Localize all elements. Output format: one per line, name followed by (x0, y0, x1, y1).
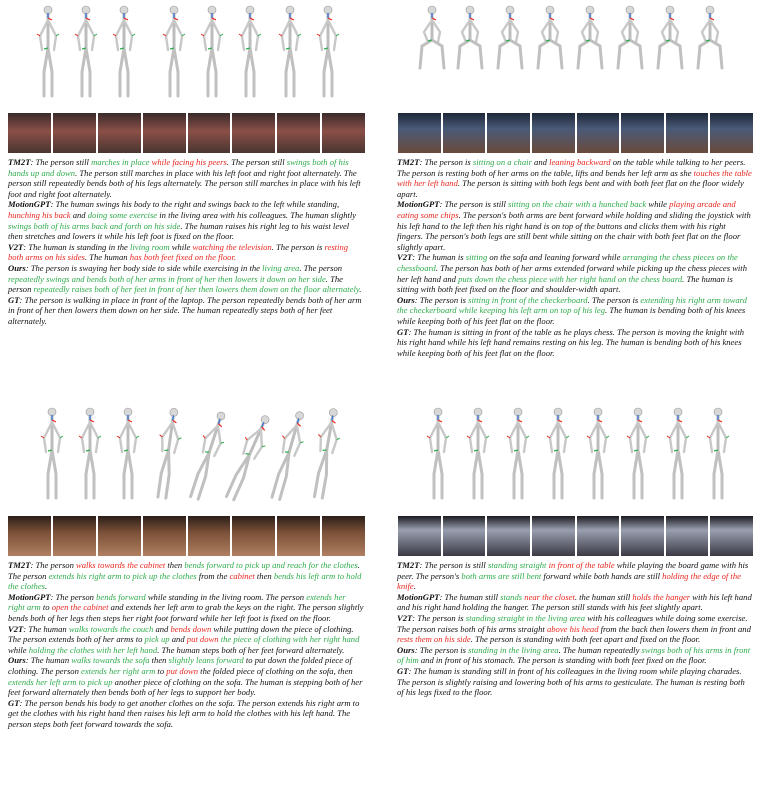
caption-segment: : The person is still (419, 560, 488, 570)
skeleton-figure (618, 6, 642, 68)
caption-segment: extends her right arm (8, 591, 346, 613)
caption-paragraph (8, 157, 364, 199)
skeleton-sequence (398, 2, 748, 82)
caption-paragraph (397, 613, 753, 645)
caption-segment: open the cabinet (51, 602, 109, 613)
caption-segment: then (165, 560, 185, 570)
caption-segment: while (169, 241, 193, 252)
skeleton-figure (667, 408, 689, 498)
caption-segment: both arms are still bent (461, 570, 542, 581)
caption-paragraph (397, 327, 753, 359)
skeleton-figure (467, 408, 489, 498)
skeleton-sequence-svg (18, 402, 353, 508)
video-frame (577, 113, 620, 153)
caption-segment: . The human repeatedly (558, 644, 642, 655)
caption-segment: holds the hanger (632, 591, 691, 602)
skeleton-sequence-svg (398, 2, 748, 82)
caption-segment: . The human raises his right leg to his waist level then stretches and lowers it while his left foot is fixed on the floor. (8, 220, 350, 242)
caption-segment: while putting down the piece of clothing. The person extends both of her arms to (8, 623, 354, 645)
video-frame (443, 516, 486, 556)
caption-segment: the folded piece of clothing on the sofa, then (198, 665, 353, 676)
caption-segment: then (254, 570, 274, 581)
caption-segment: touches the table with her left hand (397, 167, 752, 189)
video-frames (8, 516, 365, 556)
skeleton-sequence (398, 402, 748, 508)
caption-segment: living room (130, 241, 170, 252)
video-frame (188, 516, 231, 556)
caption-segment: . (413, 581, 416, 592)
caption-segment: in front of the table (548, 560, 615, 570)
skeleton-sequence-svg (398, 402, 748, 508)
caption-segment: : The person (30, 560, 77, 570)
caption-segment: . (45, 581, 48, 592)
caption-segment: extends his right arm to pick up the clothes (48, 570, 197, 581)
caption-segment: : The person is still (439, 199, 509, 210)
caption-segment: living area (262, 262, 300, 273)
caption-segment: . The human is bending both of his knees while keeping both of his feet flat on the floor. (397, 305, 746, 326)
caption-paragraph (8, 242, 364, 263)
caption-segment: marches in place (91, 157, 150, 167)
caption-paragraph (397, 666, 753, 698)
caption-paragraph (8, 655, 364, 697)
caption-segment: doing some exercise (87, 209, 158, 220)
skeleton-figure (547, 408, 569, 498)
caption-segment: extends her right arm (81, 665, 156, 676)
caption-paragraph (397, 560, 753, 592)
caption-paragraph (8, 698, 364, 730)
skeleton-figure (308, 407, 345, 499)
skeleton-figure (220, 412, 277, 503)
caption-segment: bends down (170, 623, 212, 634)
method-label: TM2T (8, 560, 31, 570)
caption-segment: repeatedly swings and bends both of her arms in front of her then lowers it down on her side (8, 273, 326, 284)
skeleton-figure (279, 6, 301, 96)
caption-paragraph (397, 592, 753, 613)
caption-segment: repeatedly raises both of her feet in front of her then lowers them down on the floor alternately (33, 284, 360, 295)
caption-segment: with his left hand and his right hand holding the hanger. The person still stands with his feet slightly apart. (397, 591, 752, 613)
caption-segment: swings both of his arms in front of him (397, 644, 751, 666)
caption-segment: : The human (23, 623, 69, 634)
caption-paragraph (8, 560, 364, 592)
video-frames (8, 113, 365, 153)
caption-segment: above his head (546, 623, 599, 634)
skeleton-figure (698, 6, 722, 68)
skeleton-figure (117, 408, 139, 498)
video-frame (532, 113, 575, 153)
method-label: V2T (397, 612, 413, 623)
caption-segment: forward while both hands are still (541, 570, 663, 581)
method-label: MotionGPT (397, 199, 440, 210)
caption-segment: from the (196, 570, 230, 581)
skeleton-figure (151, 407, 185, 499)
skeleton-figure (239, 6, 261, 96)
video-frame (398, 516, 441, 556)
caption-segment: while (8, 644, 29, 655)
skeleton-figure (627, 408, 649, 498)
caption-block (8, 560, 364, 730)
caption-segment: sitting on a chair (472, 157, 532, 167)
caption-segment: standing straight (487, 560, 547, 570)
skeleton-figure (420, 6, 444, 68)
caption-segment: . The person is (587, 294, 641, 305)
caption-segment: : The person is walking in place in front of the laptop. The person repeatedly bends both of her arm in front of her then lowers them down on her side. The human repeatedly steps both of her feet alternately. (8, 294, 362, 326)
caption-segment: . the human still (574, 591, 633, 602)
caption-paragraph (8, 295, 364, 327)
caption-segment: : The person still (30, 157, 92, 167)
caption-segment: swings both of his hands up and down (8, 157, 349, 178)
caption-segment: : The person is (412, 612, 466, 623)
caption-segment: to (155, 665, 167, 676)
caption-segment: : The person is (419, 157, 473, 167)
caption-segment: sitting in front of the checkerboard (468, 294, 588, 305)
method-label: TM2T (397, 157, 420, 167)
caption-paragraph (397, 157, 753, 199)
caption-segment: from the back then lowers them in front and (598, 623, 751, 634)
caption-segment: in the living area with his colleagues. The human slightly (157, 209, 357, 220)
method-label: MotionGPT (8, 199, 51, 210)
caption-segment: near the closet (524, 591, 575, 602)
caption-segment: while standing in the living room. The person (145, 591, 307, 602)
caption-segment: swings both of his arms back and forth on his side (8, 220, 181, 231)
caption-block (8, 157, 364, 327)
caption-segment: : The person bends his body to get another clothes on the sofa. The person extends his right arm to get the clothes with his right hand then raises his left arm to hold the clothes with his left hand. The person steps both feet forward towards the sofa. (8, 697, 360, 729)
video-frame (487, 516, 530, 556)
skeleton-figure (163, 6, 185, 96)
video-frame (577, 516, 620, 556)
caption-paragraph (8, 263, 364, 295)
skeleton-figure (75, 6, 97, 96)
method-label: MotionGPT (397, 591, 440, 602)
caption-segment: extending his right arm toward the checkerboard while keeping his left arm on top of his leg (397, 294, 747, 316)
caption-segment: leaning backward (549, 157, 611, 167)
video-frame (143, 516, 186, 556)
caption-paragraph (397, 645, 753, 666)
video-frame (188, 113, 231, 153)
caption-segment: put down (186, 634, 219, 645)
skeleton-sequence (18, 2, 348, 102)
skeleton-figure (265, 409, 311, 502)
caption-segment: another piece of clothing on the sofa. The human is stepping both of her feet forward alternately then bends both of her legs to support her body. (8, 676, 363, 698)
caption-segment: : The human is (412, 252, 466, 263)
caption-segment: : The person is (414, 294, 469, 305)
method-label: GT (397, 326, 409, 337)
caption-segment: : The human is standing still in front of his colleagues in the living room while playing charades. The person is slightly raising and lowering both of his arms to gesticulate. The human is resting both of his legs fixed to the floor. (397, 665, 745, 698)
caption-segment: cabinet (229, 570, 255, 581)
method-label: TM2T (397, 560, 420, 570)
method-label: TM2T (8, 157, 31, 167)
caption-segment: and in front of his stomach. The person is standing with both feet fixed on the floor. (418, 655, 707, 666)
caption-paragraph (397, 252, 753, 294)
caption-segment: resting both arms on his sides (8, 241, 349, 263)
caption-segment: : The person is swaying her body side to side while exercising in the (25, 262, 263, 273)
caption-segment: . The person is standing with both feet apart and fixed on the floor. (470, 634, 701, 645)
skeleton-figure (41, 408, 63, 498)
caption-segment: . The person still marches in place with his left foot and right foot alternately. The person still repeatedly bends both of his legs alternately. The person still marches in place with his left foot and right foot alternately. (8, 167, 361, 199)
video-frame (621, 516, 664, 556)
caption-segment: and (70, 209, 88, 220)
method-label: Ours (8, 262, 26, 273)
caption-segment: watching the television (192, 241, 272, 252)
video-frame (277, 516, 320, 556)
caption-segment: : The human still (439, 591, 501, 602)
caption-block (397, 157, 753, 358)
video-frame (710, 516, 753, 556)
video-frame (666, 516, 709, 556)
video-frame (322, 516, 365, 556)
skeleton-figure (201, 6, 223, 96)
video-frame (487, 113, 530, 153)
video-frame (322, 113, 365, 153)
skeleton-figure (79, 408, 101, 498)
method-label: V2T (8, 241, 24, 252)
caption-paragraph (397, 295, 753, 327)
skeleton-figure (658, 6, 682, 68)
caption-segment: to (40, 602, 52, 613)
caption-segment: and (153, 623, 171, 634)
video-frame (8, 113, 51, 153)
video-frame (53, 516, 96, 556)
caption-paragraph (8, 592, 364, 624)
skeleton-figure (113, 6, 135, 96)
video-frame (143, 113, 186, 153)
caption-segment: on the table while talking to her peers. The person is resting both of her arms on the table, lifts and bends her left arm as she (397, 157, 746, 178)
skeleton-figure (37, 6, 59, 96)
caption-segment: . The human (84, 252, 130, 263)
caption-segment: to put down the folded piece of clothing. The person (8, 655, 352, 676)
caption-segment: : The person (50, 591, 97, 602)
caption-segment: holding the edge of the knife (397, 570, 741, 592)
caption-segment: . The person has both of her arms extended forward while picking up the chess pieces with her left hand and (397, 262, 747, 284)
video-frames (398, 516, 753, 556)
caption-segment: . The person (299, 262, 343, 273)
caption-segment: pick up (144, 634, 170, 645)
caption-segment: stands (500, 591, 523, 602)
caption-segment: . The human steps both of her feet forward alternately. (157, 644, 345, 655)
video-frame (53, 113, 96, 153)
skeleton-figure (317, 6, 339, 96)
method-label: Ours (8, 655, 26, 666)
skeleton-figure (587, 408, 609, 498)
caption-segment: . (359, 284, 362, 295)
caption-segment: puts down the chess piece with her right hand on the chess board (458, 273, 683, 284)
skeleton-figure (458, 6, 482, 68)
caption-segment: . The human is sitting with both feet fixed on the floor and shoulder-width apart. (397, 273, 733, 295)
caption-segment: bends forward (96, 591, 146, 602)
video-frames (398, 113, 753, 153)
caption-segment: slightly leans forward (168, 655, 244, 666)
caption-segment: with his colleagues while doing some exercise. The person raises both of his arms straight (397, 612, 748, 634)
caption-segment: has both feet fixed on the floor. (129, 252, 236, 263)
caption-segment: while (646, 199, 670, 210)
caption-segment: . The person (8, 273, 343, 295)
caption-segment: the piece of clothing with her right hand (220, 634, 360, 645)
caption-segment: : The human (25, 655, 72, 666)
caption-segment: extends her left arm to pick up (8, 676, 113, 687)
caption-segment: put down (166, 665, 199, 676)
caption-block (397, 560, 753, 698)
video-frame (710, 113, 753, 153)
caption-paragraph (8, 624, 364, 656)
video-frame (532, 516, 575, 556)
caption-segment: : The human is standing in the (23, 241, 130, 252)
caption-segment: walks towards the cabinet (76, 560, 166, 570)
caption-segment: and extends her left arm to grab the keys on the right. The person slightly bends both of her legs then steps her right foot forward while her left foot is fixed on the floor. (8, 602, 364, 623)
skeleton-figure (538, 6, 562, 68)
caption-segment: walks towards the couch (68, 623, 154, 634)
video-frame (666, 113, 709, 153)
method-label: V2T (397, 252, 413, 263)
caption-segment: . The person is sitting with both legs bent and with both feet flat on the floor widely apart. (397, 178, 744, 199)
method-label: GT (8, 294, 20, 305)
caption-segment: playing arcade and eating some chips (397, 199, 736, 220)
caption-segment: . The person's both arms are bent forward while holding and sliding the joystick with his left hand to the left then his right hand is on top of the buttons and clicks them with his right fingers. The person's both legs are still bent while sitting on the chair with both feet flat on the floor slightly apart. (397, 209, 751, 252)
caption-segment: and (169, 634, 187, 645)
method-label: MotionGPT (8, 591, 51, 602)
video-frame (232, 113, 275, 153)
skeleton-figure (427, 408, 449, 498)
skeleton-figure (184, 409, 233, 501)
caption-segment: sitting on the chair with a hunched back (508, 199, 647, 210)
skeleton-figure (707, 408, 729, 498)
caption-segment: sitting (465, 252, 488, 263)
video-frame (232, 516, 275, 556)
caption-segment: holding the clothes with her left hand (28, 644, 158, 655)
caption-segment: walks towards the sofa (71, 655, 150, 666)
skeleton-figure (498, 6, 522, 68)
caption-segment: : The human swings his body to the right and swings back to the left while standing, (50, 199, 340, 210)
caption-paragraph (397, 199, 753, 252)
caption-segment: hunching his back (8, 209, 71, 220)
caption-segment: bends his left arm to hold the clothes (8, 570, 362, 592)
method-label: Ours (397, 294, 415, 305)
caption-segment: . The person still (226, 157, 287, 167)
method-label: GT (397, 665, 409, 676)
video-frame (8, 516, 51, 556)
caption-segment: rests them on his side (397, 634, 471, 645)
caption-segment: standing in the living area (468, 644, 559, 655)
caption-segment: while facing his peers (151, 157, 227, 167)
caption-segment: on the sofa and leaning forward while (487, 252, 623, 263)
caption-segment: : The human is sitting in front of the table as he plays chess. The person is moving the knight with his right hand while his left hand remains resting on his leg. The human is bending both of his knees while keeping both of his feet flat on the floor. (397, 326, 745, 358)
video-frame (621, 113, 664, 153)
caption-segment: bends forward to pick up and reach for the clothes (184, 560, 358, 570)
caption-segment: standing straight in the living area (465, 612, 586, 623)
skeleton-sequence-svg (18, 2, 348, 102)
video-frame (277, 113, 320, 153)
video-frame (98, 113, 141, 153)
method-label: Ours (397, 644, 415, 655)
skeleton-figure (578, 6, 602, 68)
caption-paragraph (8, 199, 364, 241)
method-label: GT (8, 697, 20, 708)
skeleton-figure (507, 408, 529, 498)
video-frame (443, 113, 486, 153)
caption-segment: . The person is (271, 241, 325, 252)
caption-segment: arranging the chess pieces on the chessboard (397, 252, 738, 273)
method-label: V2T (8, 623, 24, 634)
caption-segment: and (531, 157, 550, 167)
caption-segment: while playing the board game with his peer. The person's (397, 560, 749, 581)
video-frame (398, 113, 441, 153)
caption-segment: : The person is (414, 644, 469, 655)
caption-segment: then (149, 655, 169, 666)
skeleton-sequence (18, 402, 353, 508)
video-frame (98, 516, 141, 556)
caption-segment: . The person (8, 560, 360, 581)
